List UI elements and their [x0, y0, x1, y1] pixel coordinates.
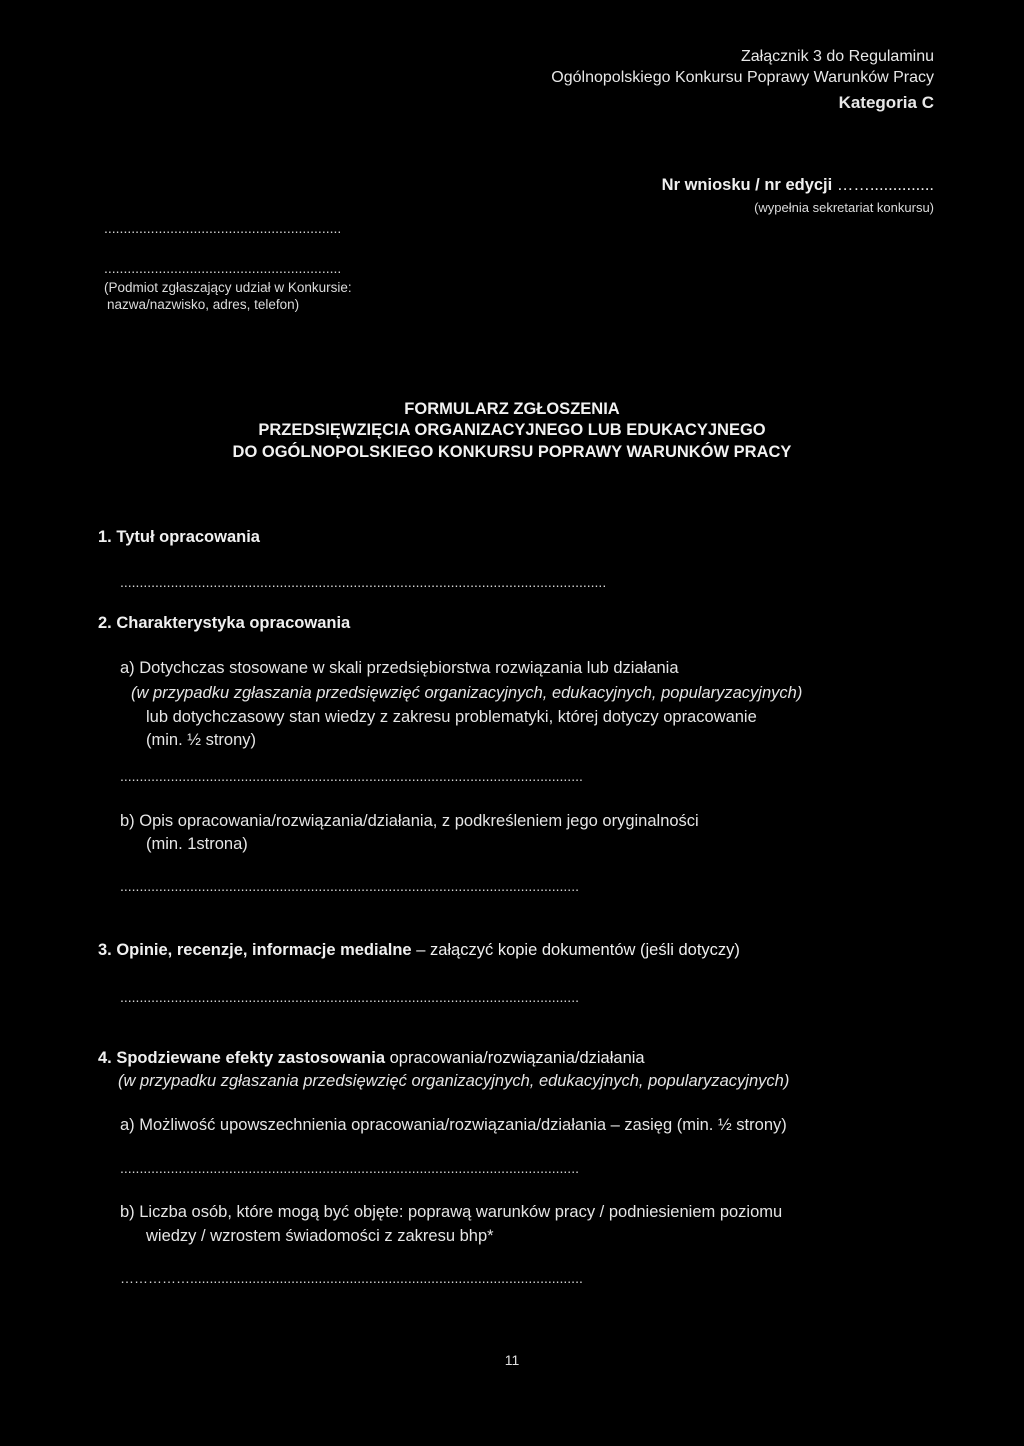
section-2b-dots: ......................................................................................................................	[120, 878, 579, 894]
application-number-note: (wypełnia sekretariat konkursu)	[754, 200, 934, 215]
annex-reference: Załącznik 3 do Regulaminu	[741, 48, 934, 65]
category-label: Kategoria C	[838, 93, 934, 112]
form-title-line-3: DO OGÓLNOPOLSKIEGO KONKURSU POPRAWY WARUNKÓW PRACY	[232, 443, 792, 461]
section-4-heading	[98, 1049, 645, 1068]
section-2a-line-1: a) Dotychczas stosowane w skali przedsiębiorstwa rozwiązania lub działania	[120, 659, 679, 677]
section-2a-line-2: (w przypadku zgłaszania przedsięwzięć organizacyjnych, edukacyjnych, popularyzacyjnych)	[131, 684, 803, 702]
section-1-heading: 1. Tytuł opracowania	[98, 528, 260, 546]
section-2b-line-1: b) Opis opracowania/rozwiązania/działania, z podkreśleniem jego oryginalności	[120, 812, 699, 830]
section-3-heading-bold: 3. Opinie, recenzje, informacje medialne	[98, 941, 412, 959]
section-4b-line-1: b) Liczba osób, które mogą być objęte: poprawą warunków pracy / podniesieniem poziomu	[120, 1203, 783, 1221]
section-4b-dots: …………….....................................................................................................	[120, 1270, 583, 1286]
submitter-dots-line-2: .............................................................	[104, 260, 342, 276]
section-2-heading: 2. Charakterystyka opracowania	[98, 614, 351, 632]
submitter-caption-2: nazwa/nazwisko, adres, telefon)	[107, 297, 300, 312]
form-title-line-2: PRZEDSIĘWZIĘCIA ORGANIZACYJNEGO LUB EDUKACYJNEGO	[258, 421, 766, 439]
section-1-dots: .............................................................................................................................	[120, 574, 607, 590]
section-2a-line-4: (min. ½ strony)	[146, 731, 257, 749]
section-2a-dots: .......................................................................................................................	[120, 768, 583, 784]
submitter-caption-1: (Podmiot zgłaszający udział w Konkursie:	[104, 280, 352, 295]
section-4b-line-2: wiedzy / wzrostem świadomości z zakresu bhp*	[146, 1227, 494, 1245]
section-4a-dots: ......................................................................................................................	[120, 1160, 579, 1176]
regulation-name: Ogólnopolskiego Konkursu Poprawy Warunków Pracy	[551, 69, 934, 86]
application-number-field	[662, 176, 934, 195]
application-number-dots: ……..............	[836, 176, 934, 194]
section-4-heading-rest: opracowania/rozwiązania/działania	[385, 1049, 645, 1067]
section-4a-line: a) Możliwość upowszechnienia opracowania/rozwiązania/działania – zasięg (min. ½ strony)	[120, 1116, 787, 1134]
section-3-heading-rest: – załączyć kopie dokumentów (jeśli dotyczy)	[411, 941, 740, 959]
section-2a-line-3: lub dotychczasowy stan wiedzy z zakresu problematyki, której dotyczy opracowanie	[146, 708, 757, 726]
section-3-heading	[98, 941, 740, 960]
application-number-label: Nr wniosku / nr edycji	[661, 176, 833, 194]
section-4-subtitle: (w przypadku zgłaszania przedsięwzięć organizacyjnych, edukacyjnych, popularyzacyjnych)	[118, 1072, 790, 1090]
section-2b-line-2: (min. 1strona)	[146, 835, 248, 853]
section-3-dots: ......................................................................................................................	[120, 989, 579, 1005]
section-4-heading-bold: 4. Spodziewane efekty zastosowania	[98, 1049, 386, 1067]
form-title-line-1: FORMULARZ ZGŁOSZENIA	[404, 400, 620, 418]
submitter-dots-line-1: .............................................................	[104, 220, 342, 236]
page-number: 11	[504, 1352, 520, 1368]
